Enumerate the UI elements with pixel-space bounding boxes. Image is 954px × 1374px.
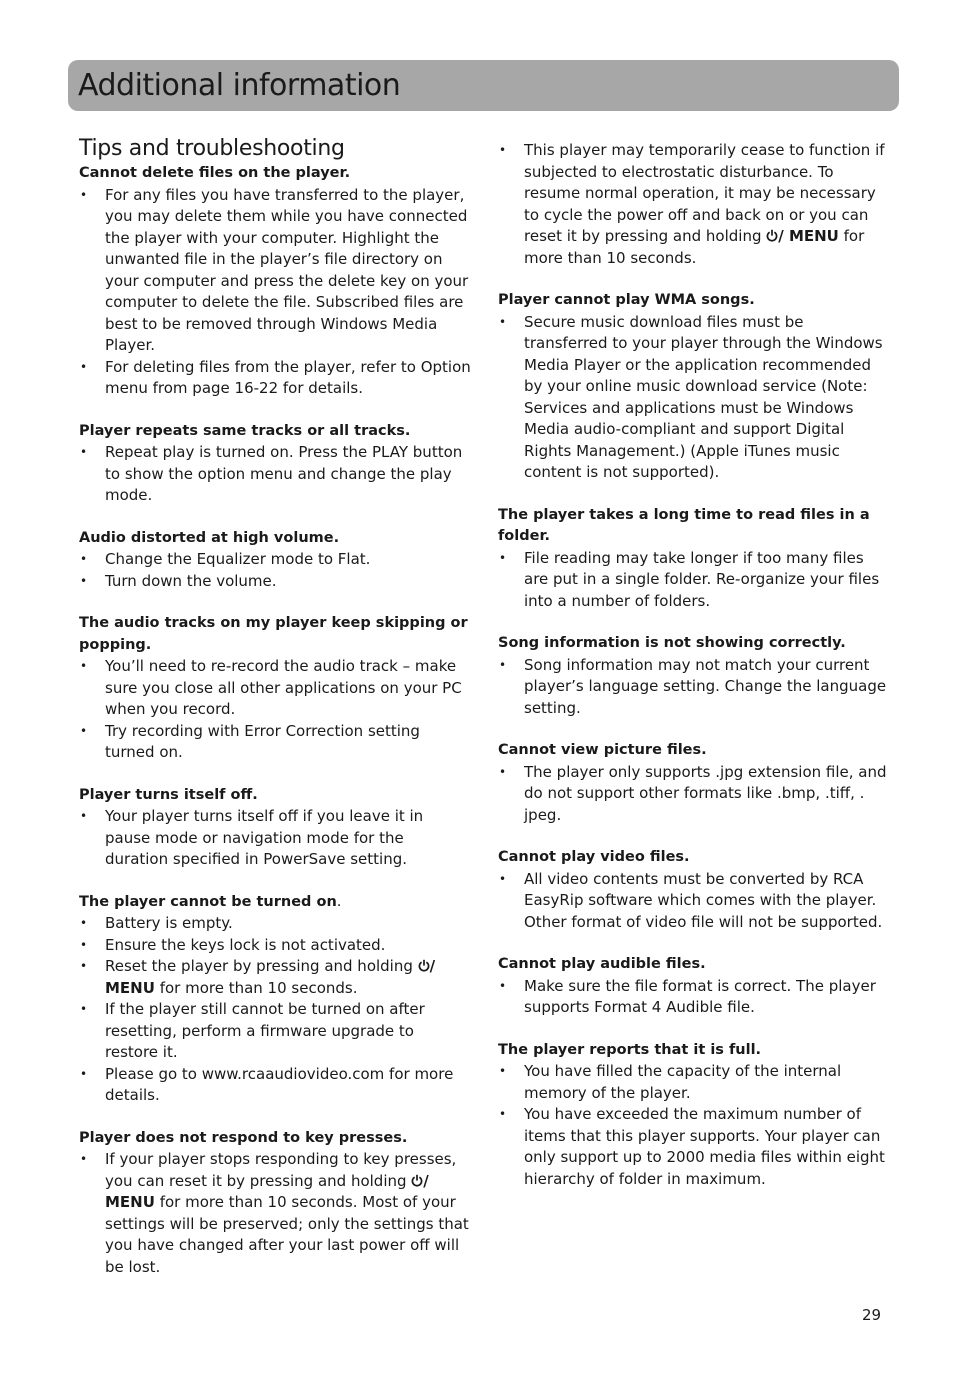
list-item: • Battery is empty. [79, 913, 471, 935]
block-heading-text: Cannot play audible files. [498, 956, 706, 972]
item-text: This player may temporarily cease to function if subjected to electrostatic disturbance. To resume normal operation, it may be necessary to cycle the power off and back on or you can reset it by pressing and holding [524, 141, 885, 245]
page-title: Additional information [78, 68, 401, 103]
troubleshooting-block [498, 633, 890, 719]
list-item: • File reading may take longer if too many files are put in a single folder. Re-organize your files into a number of folders. [498, 548, 890, 613]
bullet-list [498, 140, 890, 269]
list-item [79, 1149, 471, 1278]
bullet-list [79, 656, 471, 764]
troubleshooting-block [79, 892, 471, 1107]
troubleshooting-block [79, 528, 471, 593]
bullet-list [498, 655, 890, 720]
block-heading [498, 1040, 890, 1062]
bullet-list [79, 442, 471, 507]
troubleshooting-block [79, 613, 471, 764]
list-item: • Make sure the file format is correct. The player supports Format 4 Audible file. [498, 976, 890, 1019]
right-column [498, 140, 890, 1211]
block-heading [498, 847, 890, 869]
bullet-list [498, 976, 890, 1019]
block-heading [79, 785, 471, 807]
troubleshooting-block [79, 421, 471, 507]
bullet-list [498, 869, 890, 934]
list-item: • Song information may not match your current player’s language setting. Change the language setting. [498, 655, 890, 720]
list-item: • Secure music download files must be transferred to your player through the Windows Media Player or the application recommended by your online music download service (Note: Services and applications must be Windows Media audio-compliant and support Digital Rights Management.) (Apple iTunes music content is not supported). [498, 312, 890, 484]
block-heading [79, 163, 471, 185]
block-heading-text: Player does not respond to key presses. [79, 1129, 408, 1146]
block-heading [498, 633, 890, 655]
troubleshooting-block [498, 847, 890, 933]
troubleshooting-block [498, 290, 890, 484]
list-item: • If the player still cannot be turned on after resetting, perform a firmware upgrade to restore it. [79, 999, 471, 1064]
power-icon [411, 1174, 423, 1187]
item-text: If your player stops responding to key presses, you can reset it by pressing and holding [105, 1150, 457, 1190]
block-heading-text: Cannot view picture files. [498, 742, 707, 758]
bullet-list [498, 548, 890, 613]
bullet-list [498, 762, 890, 827]
block-heading-text: The audio tracks on my player keep skipping or popping. [79, 615, 468, 653]
block-heading-text: Cannot play video files. [498, 849, 690, 865]
list-item: • You have filled the capacity of the internal memory of the player. [498, 1061, 890, 1104]
bullet-list [79, 549, 471, 592]
block-heading-text: Audio distorted at high volume. [79, 529, 340, 546]
header-bar [68, 60, 899, 111]
troubleshooting-block [498, 1040, 890, 1191]
block-heading [79, 1128, 471, 1150]
list-item: • For deleting files from the player, refer to Option menu from page 16-22 for details. [79, 357, 471, 400]
item-text: for more than 10 seconds. Most of your settings will be preserved; only the settings that you have changed after your last power off will be lost. [105, 1193, 469, 1276]
troubleshooting-block [498, 740, 890, 826]
list-item: • You have exceeded the maximum number of items that this player supports. Your player can only support up to 2000 media files within eight hierarchy of folder in maximum. [498, 1104, 890, 1190]
left-column [79, 136, 471, 1299]
bullet-list [79, 806, 471, 871]
block-heading-suffix: . [336, 893, 342, 910]
page-number: 29 [862, 1306, 882, 1324]
power-icon [766, 229, 778, 242]
block-heading [79, 613, 471, 656]
troubleshooting-block [498, 505, 890, 613]
list-item: • Your player turns itself off if you leave it in pause mode or navigation mode for the duration specified in PowerSave setting. [79, 806, 471, 871]
block-heading-text: The player cannot be turned on [79, 893, 337, 910]
troubleshooting-block [498, 954, 890, 1019]
bullet-list [498, 312, 890, 484]
block-heading [79, 421, 471, 443]
block-heading [79, 528, 471, 550]
troubleshooting-block [79, 163, 471, 400]
list-item: • Please go to www.rcaaudiovideo.com for more details. [79, 1064, 471, 1107]
list-item [498, 140, 890, 269]
block-heading [498, 954, 890, 976]
block-heading [498, 505, 890, 548]
power-icon [418, 959, 430, 972]
list-item: • Ensure the keys lock is not activated. [79, 935, 471, 957]
block-heading [498, 290, 890, 312]
menu-key-label: / MENU [105, 1171, 429, 1211]
item-text: Reset the player by pressing and holding [105, 957, 418, 975]
list-item: • Change the Equalizer mode to Flat. [79, 549, 471, 571]
block-heading-text: Song information is not showing correctly. [498, 635, 846, 651]
list-item: • The player only supports .jpg extension file, and do not support other formats like .bmp, .tiff, . jpeg. [498, 762, 890, 827]
block-heading-text: The player takes a long time to read files in a folder. [498, 506, 870, 544]
list-item: • You’ll need to re-record the audio track – make sure you close all other applications on your PC when you record. [79, 656, 471, 721]
list-item: • All video contents must be converted by RCA EasyRip software which comes with the player. Other format of video file will not be supported. [498, 869, 890, 934]
block-heading-text: The player reports that it is full. [498, 1041, 762, 1058]
troubleshooting-block [79, 1128, 471, 1279]
list-item: • Try recording with Error Correction setting turned on. [79, 721, 471, 764]
list-item [79, 956, 471, 999]
right-blocks [498, 140, 890, 1190]
troubleshooting-block [498, 140, 890, 269]
block-heading [498, 740, 890, 762]
block-heading-text: Player cannot play WMA songs. [498, 292, 755, 308]
block-heading-text: Player turns itself off. [79, 786, 258, 803]
bullet-list [498, 1061, 890, 1190]
block-heading [79, 892, 471, 914]
troubleshooting-block [79, 785, 471, 871]
menu-key-label: / MENU [105, 957, 436, 997]
block-heading-text: Cannot delete files on the player. [79, 165, 351, 181]
section-title: Tips and troubleshooting [79, 136, 345, 161]
item-text: for more than 10 seconds. [154, 978, 358, 997]
item-text: for more than 10 seconds. [524, 227, 865, 267]
bullet-list [79, 913, 471, 1107]
left-blocks [79, 163, 471, 1278]
bullet-list [79, 185, 471, 400]
block-heading-text: Player repeats same tracks or all tracks. [79, 422, 411, 439]
bullet-list [79, 1149, 471, 1278]
list-item: • For any files you have transferred to the player, you may delete them while you have connected the player with your computer. Highlight the unwanted file in the player’s file directory on your computer and press the delete key on your computer to delete the file. Subscribed files are best to be removed through Windows Media Player. [79, 185, 471, 357]
menu-key-label: / MENU [778, 227, 839, 245]
list-item: • Repeat play is turned on. Press the PLAY button to show the option menu and change the play mode. [79, 442, 471, 507]
list-item: • Turn down the volume. [79, 571, 471, 593]
